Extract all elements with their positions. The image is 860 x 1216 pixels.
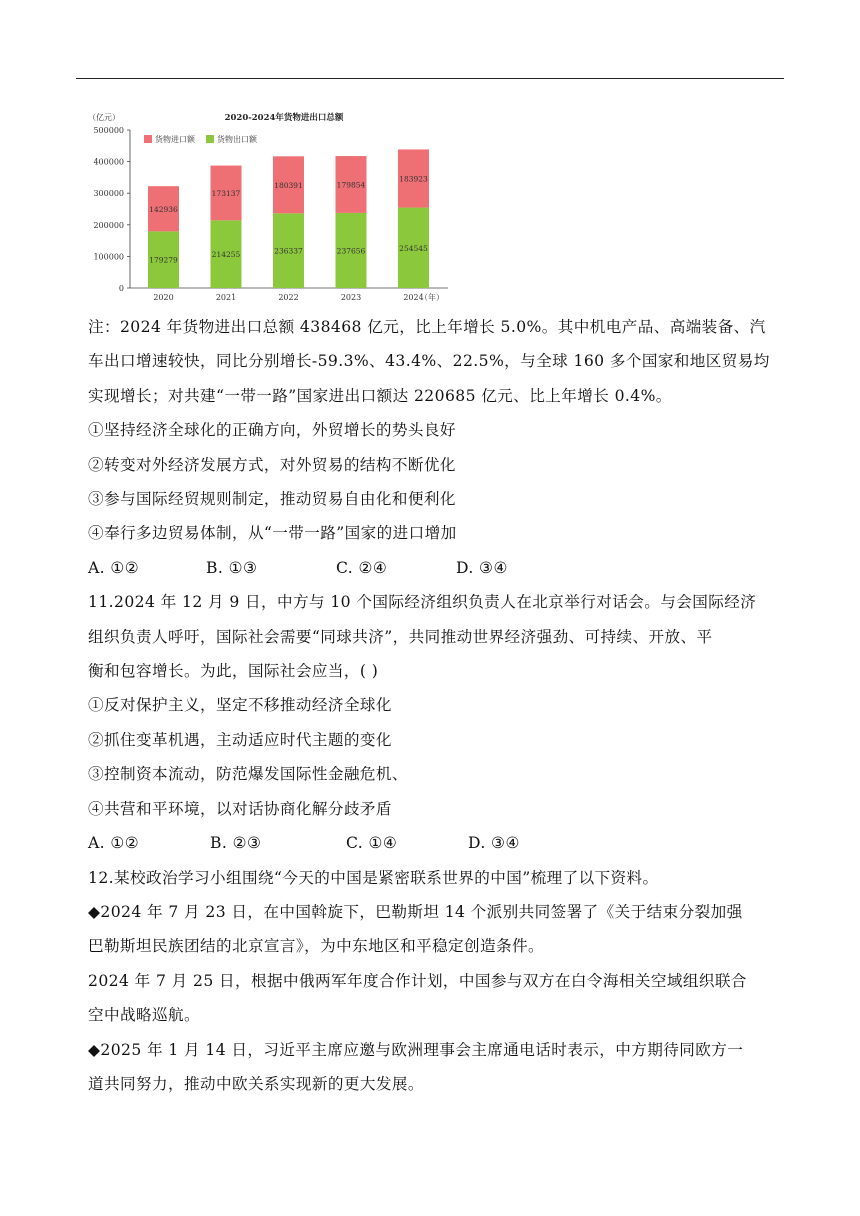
q11-item: ②抓住变革机遇，主动适应时代主题的变化 xyxy=(88,730,392,749)
q12-line: 2024 年 7 月 25 日，根据中俄两军年度合作计划，中国参与双方在白令海相关空域组织联合 xyxy=(88,971,747,990)
y-tick-label: 100000 xyxy=(93,252,124,262)
legend-swatch xyxy=(144,135,152,143)
q12-line: ◆2024 年 7 月 23 日，在中国斡旋下，巴勒斯坦 14 个派别共同签署了《关于结束分裂加强 xyxy=(88,902,743,921)
note-line: 实现增长；对共建“一带一路”国家进出口额达 220685 亿元、比上年增长 0.4%。 xyxy=(88,386,672,405)
q10-item: ③参与国际经贸规则制定，推动贸易自由化和便利化 xyxy=(88,490,456,509)
y-axis-unit: （亿元） xyxy=(88,113,120,122)
bar-value-label: 214255 xyxy=(211,250,241,260)
x-tick-label: 2021 xyxy=(215,293,237,302)
bar-value-label: 180391 xyxy=(274,180,303,190)
q10-item: ②转变对外经济发展方式，对外贸易的结构不断优化 xyxy=(88,455,456,474)
q11-option-b[interactable]: B. ②③ xyxy=(210,834,262,853)
chart-title: 2020-2024年货物进出口总额 xyxy=(224,113,344,123)
bar-value-label: 183923 xyxy=(399,174,428,184)
q12-line: 巴勒斯坦民族团结的北京宣言》，为中东地区和平稳定创造条件。 xyxy=(88,937,545,956)
bar-value-label: 142936 xyxy=(149,204,178,214)
bar-value-label: 254545 xyxy=(399,243,428,253)
bar-value-label: 237656 xyxy=(336,246,366,256)
legend-swatch xyxy=(206,135,214,143)
x-axis-unit: （年） xyxy=(420,293,444,302)
q11-stem-line: 衡和包容增长。为此，国际社会应当，( ) xyxy=(88,662,379,681)
trade-chart-svg xyxy=(86,106,458,304)
q11-stem-line: 组织负责人呼吁，国际社会需要“同球共济”，共同推动世界经济强劲、可持续、开放、平 xyxy=(88,627,713,646)
bar-value-label: 173137 xyxy=(211,188,241,198)
x-tick-label: 2022 xyxy=(278,293,299,302)
legend-label: 货物出口额 xyxy=(217,135,257,144)
y-tick-label: 200000 xyxy=(93,220,124,230)
header-rule xyxy=(76,78,784,79)
q11-item: ④共营和平环境，以对话协商化解分歧矛盾 xyxy=(88,799,392,818)
legend-label: 货物进口额 xyxy=(155,135,195,144)
q10-option-d[interactable]: D. ③④ xyxy=(456,558,508,577)
q12-line: 道共同努力，推动中欧关系实现新的更大发展。 xyxy=(88,1074,424,1093)
y-tick-label: 500000 xyxy=(93,126,124,135)
q10-item: ①坚持经济全球化的正确方向，外贸增长的势头良好 xyxy=(88,421,456,440)
q11-option-c[interactable]: C. ①④ xyxy=(346,834,398,853)
x-tick-label: 2023 xyxy=(340,293,362,302)
x-tick-label: 2020 xyxy=(153,293,174,302)
q11-item: ①反对保护主义，坚定不移推动经济全球化 xyxy=(88,696,392,715)
note-line: 注：2024 年货物进出口总额 438468 亿元，比上年增长 5.0%。其中机电产品、高端装备、汽 xyxy=(88,318,766,336)
q11-item: ③控制资本流动，防范爆发国际性金融危机、 xyxy=(88,765,408,784)
q12-line: 12.某校政治学习小组围绕“今天的中国是紧密联系世界的中国”梳理了以下资料。 xyxy=(88,868,659,887)
y-tick-label: 400000 xyxy=(93,157,124,167)
q11-options xyxy=(88,826,788,860)
q11-option-a[interactable]: A. ①② xyxy=(88,834,140,853)
bar-value-label: 236337 xyxy=(274,246,303,256)
bar-value-label: 179854 xyxy=(336,180,366,190)
y-tick-label: 0 xyxy=(118,284,124,293)
q10-option-b[interactable]: B. ①③ xyxy=(206,558,258,577)
trade-chart xyxy=(86,106,458,304)
q11-option-d[interactable]: D. ③④ xyxy=(468,834,520,853)
q11-stem-line: 11.2024 年 12 月 9 日，中方与 10 个国际经济组织负责人在北京举行对话会。与会国际经济 xyxy=(88,593,757,612)
bar-value-label: 179279 xyxy=(149,255,178,265)
q12-line: 空中战略巡航。 xyxy=(88,1006,200,1025)
y-tick-label: 300000 xyxy=(93,189,124,199)
question-text xyxy=(88,310,788,1101)
q10-item: ④奉行多边贸易体制，从“一带一路”国家的进口增加 xyxy=(88,524,457,543)
x-tick-label: 2024 xyxy=(403,293,424,302)
note-line: 车出口增速较快，同比分别增长-59.3%、43.4%、22.5%，与全球 160 多个国家和地区贸易均 xyxy=(88,352,770,371)
q10-option-a[interactable]: A. ①② xyxy=(88,558,140,577)
q10-option-c[interactable]: C. ②④ xyxy=(336,558,388,577)
q12-line: ◆2025 年 1 月 14 日，习近平主席应邀与欧洲理事会主席通电话时表示，中方期待同欧方一 xyxy=(88,1040,744,1059)
q10-options xyxy=(88,551,788,585)
